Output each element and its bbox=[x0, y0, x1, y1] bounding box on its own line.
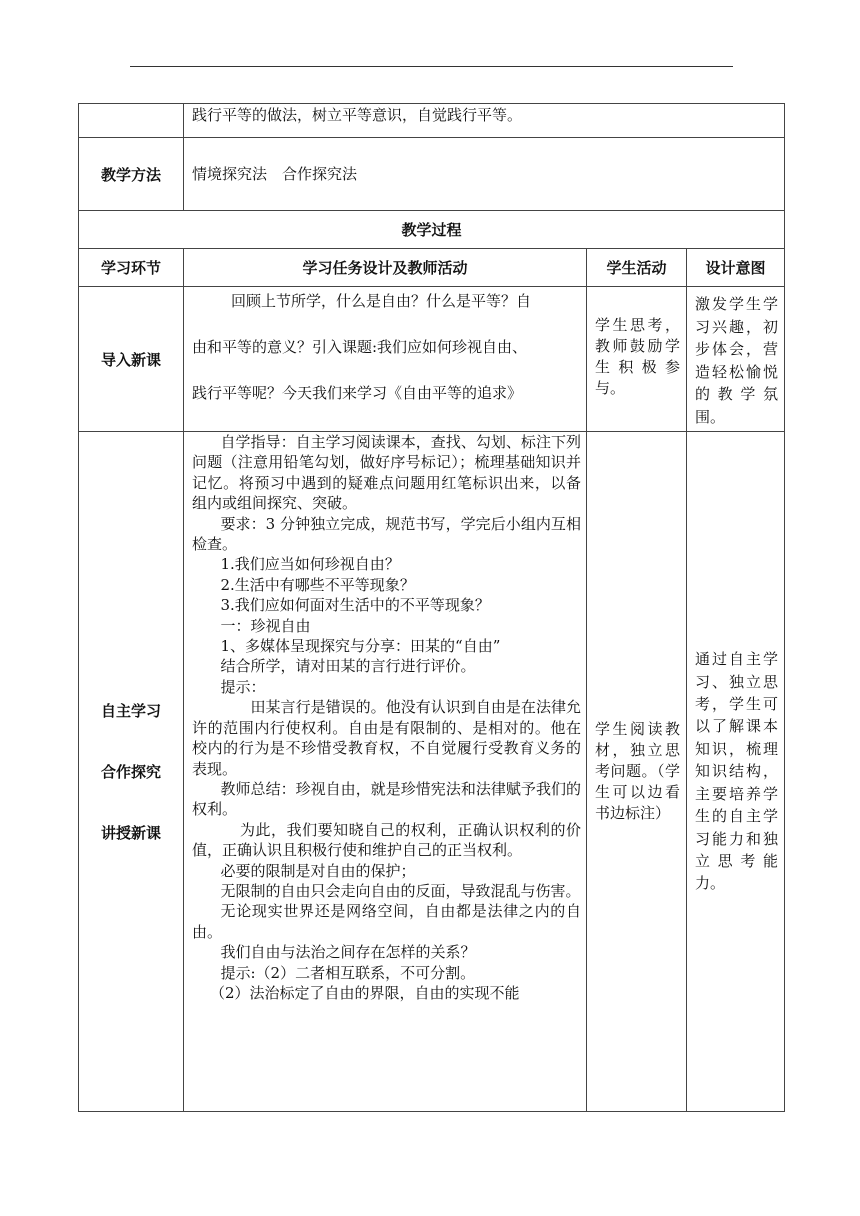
main-content bbox=[184, 432, 587, 1112]
main-student-activity: 学生阅读教材，独立思考问题。（学生可以边看书边标注） bbox=[587, 432, 687, 1112]
intro-label: 导入新课 bbox=[79, 287, 184, 432]
main-label-cooperative: 合作探究 bbox=[100, 763, 161, 781]
main-paragraph: 提示： bbox=[220, 677, 266, 696]
main-paragraph: 1、多媒体呈现探究与分享：田某的“自由” bbox=[220, 637, 501, 656]
main-paragraph: 1.我们应当如何珍视自由？ bbox=[220, 555, 400, 574]
main-paragraph: （2）法治标定了自由的界限，自由的实现不能 bbox=[210, 983, 520, 1002]
main-paragraph: 教师总结：珍视自由，就是珍惜宪法和法律赋予我们的权利。 bbox=[192, 779, 581, 819]
main-paragraph: 无论现实世界还是网络空间，自由都是法律之内的自由。 bbox=[192, 902, 581, 941]
main-paragraph: 无限制的自由只会走向自由的反面，导致混乱与伤害。 bbox=[220, 881, 581, 900]
intro-student-activity: 学生思考，教师鼓励学生积极参与。 bbox=[587, 287, 687, 432]
main-labels bbox=[79, 432, 184, 1112]
main-paragraph: 要求：3 分钟独立完成，规范书写，学完后小组内互相检查。 bbox=[192, 514, 581, 554]
col-header-intent: 设计意图 bbox=[687, 249, 785, 287]
process-title: 教学过程 bbox=[79, 211, 785, 249]
main-paragraph: 为此，我们要知晓自己的权利，正确认识权利的价值，正确认识且积极行使和维护自己的正当权利。 bbox=[192, 820, 581, 860]
main-paragraph: 我们自由与法治之间存在怎样的关系？ bbox=[220, 943, 476, 962]
method-value: 情境探究法 合作探究法 bbox=[184, 138, 785, 211]
row-intro bbox=[79, 287, 785, 432]
intro-line: 回顾上节所学，什么是自由？什么是平等？自 bbox=[231, 292, 532, 310]
col-header-stage: 学习环节 bbox=[79, 249, 184, 287]
col-header-student: 学生活动 bbox=[587, 249, 687, 287]
header-rule bbox=[130, 66, 733, 67]
lesson-plan-table bbox=[78, 103, 785, 1112]
main-paragraph: 3.我们应如何面对生活中的不平等现象？ bbox=[220, 596, 490, 615]
method-label: 教学方法 bbox=[79, 138, 184, 211]
intro-line: 由和平等的意义？引入课题:我们应如何珍视自由、 bbox=[192, 338, 528, 356]
main-label-self-study: 自主学习 bbox=[100, 702, 161, 720]
main-label-lecture: 讲授新课 bbox=[100, 824, 161, 842]
goal-text: 践行平等的做法，树立平等意识，自觉践行平等。 bbox=[184, 104, 785, 138]
row-main bbox=[79, 432, 785, 1112]
main-paragraph: 结合所学，请对田某的言行进行评价。 bbox=[220, 657, 476, 676]
intro-content bbox=[184, 287, 587, 432]
row-column-headers bbox=[79, 249, 785, 287]
intro-line: 践行平等呢？今天我们来学习《自由平等的追求》 bbox=[192, 384, 523, 402]
main-paragraph: 提示:（2）二者相互联系，不可分割。 bbox=[220, 963, 476, 982]
row-process-title bbox=[79, 211, 785, 249]
row-continued-goal bbox=[79, 104, 785, 138]
main-paragraph: 一：珍视自由 bbox=[220, 616, 311, 635]
main-paragraph: 必要的限制是对自由的保护； bbox=[220, 861, 416, 880]
main-paragraph: 自学指导：自主学习阅读课本，查找、勾划、标注下列问题（注意用铅笔勾划，做好序号标记）；梳理基础知识并记忆。将预习中遇到的疑难点问题用红笔标识出来，以备组内或组间探究、突破。 bbox=[192, 433, 581, 513]
col-header-tasks: 学习任务设计及教师活动 bbox=[184, 249, 587, 287]
main-design-intent: 通过自主学习、独立思考，学生可以了解课本知识，梳理知识结构，主要培养学生的自主学习能力和独立思考能力。 bbox=[687, 432, 785, 1112]
main-paragraph: 2.生活中有哪些不平等现象？ bbox=[220, 575, 415, 594]
intro-design-intent: 激发学生学习兴趣，初步体会，营造轻松愉悦的教学氛围。 bbox=[687, 287, 785, 432]
row-method bbox=[79, 138, 785, 211]
main-paragraph: 田某言行是错误的。他没有认识到自由是在法律允许的范围内行使权利。自由是有限制的、是相对的。他在校内的行为是不珍惜受教育权，不自觉履行受教育义务的表现。 bbox=[192, 698, 581, 778]
